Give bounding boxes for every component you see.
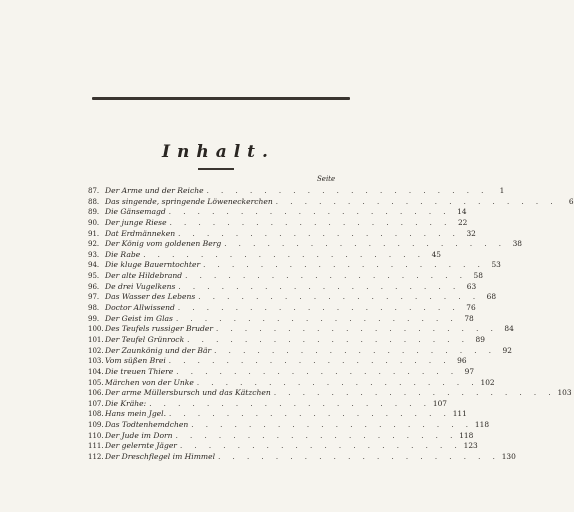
toc-entry bbox=[88, 260, 501, 271]
entry-page: 45 bbox=[431, 249, 441, 259]
page-column-label: Seite bbox=[317, 175, 336, 183]
entry-number: 98. bbox=[88, 304, 100, 313]
entry-page: 118 bbox=[474, 420, 490, 430]
entry-page: 96 bbox=[457, 356, 467, 366]
entry-page: 103 bbox=[557, 388, 572, 398]
dot-leader: . . . . . . . . . . . . . . . . . . . . bbox=[168, 357, 451, 366]
entry-title: Der Jude im Dorn bbox=[105, 430, 173, 440]
dot-leader: . . . . . . . . . . . . . . . . . . . . bbox=[185, 272, 467, 281]
entry-page: 1 bbox=[499, 186, 505, 195]
entry-number: 96. bbox=[88, 282, 100, 291]
dot-leader: . . . . . . . . . . . . . . . . . . . . bbox=[191, 421, 474, 430]
toc-entry bbox=[88, 249, 441, 261]
entry-page: 92 bbox=[502, 345, 512, 355]
toc-entry bbox=[88, 186, 505, 197]
entry-title: Der Teufel Grünrock bbox=[105, 334, 185, 344]
entry-title: Hans mein Jgel. bbox=[105, 409, 167, 419]
toc-entry bbox=[88, 303, 476, 314]
toc-entry bbox=[88, 217, 468, 229]
entry-number: 100. bbox=[88, 325, 104, 334]
entry-title: Vom süßen Brei bbox=[105, 356, 166, 366]
entry-page: 123 bbox=[463, 441, 478, 451]
toc-entry bbox=[88, 324, 514, 335]
entry-title: Der Geist im Glas bbox=[105, 313, 173, 323]
dot-leader: . . . . . . . . . . . . . . . . . . . . bbox=[168, 208, 451, 217]
entry-page: 22 bbox=[457, 217, 468, 227]
entry-title: Das Wasser des Lebens bbox=[105, 292, 196, 302]
toc-entry bbox=[88, 334, 485, 346]
toc-entry bbox=[88, 441, 478, 452]
entry-title: Das Todtenhemdchen bbox=[105, 420, 189, 430]
entry-page: 6 bbox=[568, 196, 574, 206]
dot-leader: . . . . . . . . . . . . . . . . . . . . bbox=[214, 346, 496, 355]
header-rule bbox=[92, 97, 350, 100]
entry-page: 32 bbox=[466, 228, 476, 238]
dot-leader: . . . . . . . . . . . . . . . . . . . . bbox=[177, 304, 460, 313]
entry-page: 76 bbox=[466, 303, 476, 313]
entry-number: 91. bbox=[88, 229, 100, 238]
entry-title: Die Gänsemagd bbox=[105, 207, 166, 217]
toc-entry bbox=[88, 292, 497, 303]
entry-number: 107. bbox=[88, 399, 104, 408]
entry-number: 108. bbox=[88, 410, 104, 419]
dot-leader: . . . . . . . . . . . . . . . . . . . . bbox=[216, 325, 498, 334]
entry-page: 130 bbox=[501, 452, 516, 462]
dot-leader: . . . . . . . . . . . . . . . . . . . . bbox=[178, 282, 461, 291]
dot-leader: . . . . . . . . . . . . . . . . . . . . bbox=[175, 314, 458, 323]
table-of-contents bbox=[88, 186, 574, 463]
entry-number: 94. bbox=[88, 261, 100, 270]
entry-page: 78 bbox=[464, 313, 474, 323]
toc-entry bbox=[88, 398, 447, 410]
toc-entry bbox=[88, 271, 483, 282]
entry-page: 97 bbox=[464, 366, 475, 376]
entry-page: 53 bbox=[491, 260, 501, 270]
entry-number: 90. bbox=[88, 218, 100, 227]
entry-title: Des Teufels russiger Bruder bbox=[105, 324, 214, 334]
dot-leader: . . . . . . . . . . . . . . . . . . . . bbox=[218, 453, 500, 462]
entry-page: 89 bbox=[475, 334, 485, 344]
toc-entry bbox=[88, 196, 574, 208]
dot-leader: . . . . . . . . . . . . . . . . . . . . bbox=[273, 389, 556, 398]
toc-entry bbox=[88, 366, 475, 378]
title-underline bbox=[198, 168, 234, 170]
entry-number: 101. bbox=[88, 335, 104, 344]
toc-entry bbox=[88, 388, 572, 399]
dot-leader: . . . . . . . . . . . . . . . . . . . . bbox=[198, 293, 481, 302]
toc-entry bbox=[88, 430, 474, 442]
entry-page: 107 bbox=[432, 398, 447, 408]
entry-number: 88. bbox=[88, 197, 100, 206]
entry-title: Die kluge Bauerntochter bbox=[105, 260, 201, 270]
dot-leader: . . . . . . . . . . . . . . . . . . . . bbox=[149, 399, 431, 408]
entry-title: Der junge Riese bbox=[105, 217, 167, 227]
entry-title: De drei Vugelkens bbox=[105, 281, 176, 291]
entry-number: 99. bbox=[88, 314, 100, 323]
toc-entry bbox=[88, 239, 522, 250]
entry-number: 110. bbox=[88, 431, 104, 440]
dot-leader: . . . . . . . . . . . . . . . . . . . . bbox=[206, 187, 489, 195]
entry-page: 14 bbox=[457, 207, 467, 217]
entry-title: Der Zaunkönig und der Bär bbox=[105, 345, 212, 355]
entry-page: 63 bbox=[466, 281, 477, 291]
entry-number: 93. bbox=[88, 250, 100, 259]
entry-page: 102 bbox=[480, 377, 495, 387]
toc-entry bbox=[88, 409, 467, 420]
entry-title: Die treuen Thiere bbox=[105, 366, 174, 376]
entry-title: Dat Erdmänneken bbox=[105, 228, 176, 238]
dot-leader: . . . . . . . . . . . . . . . . . . . . bbox=[187, 335, 469, 344]
entry-title: Der arme Müllersbursch und das Kätzchen bbox=[105, 388, 271, 398]
toc-entry bbox=[88, 313, 474, 325]
entry-title: Doctor Allwissend bbox=[105, 303, 175, 313]
dot-leader: . . . . . . . . . . . . . . . . . . . . bbox=[176, 367, 459, 376]
entry-number: 103. bbox=[88, 357, 104, 366]
toc-entry bbox=[88, 377, 495, 389]
page-title: Inhalt. bbox=[162, 142, 275, 162]
entry-title: Der Dreschflegel im Himmel bbox=[105, 452, 216, 462]
entry-title: Der König vom goldenen Berg bbox=[105, 239, 222, 249]
dot-leader: . . . . . . . . . . . . . . . . . . . . bbox=[275, 197, 558, 206]
dot-leader: . . . . . . . . . . . . . . . . . . . . bbox=[196, 378, 479, 387]
toc-entry bbox=[88, 356, 467, 367]
dot-leader: . . . . . . . . . . . . . . . . . . . . bbox=[169, 410, 451, 419]
entry-number: 109. bbox=[88, 421, 104, 430]
entry-number: 89. bbox=[88, 208, 100, 217]
entry-number: 102. bbox=[88, 346, 104, 355]
entry-page: 84 bbox=[504, 324, 514, 334]
entry-title: Die Rabe bbox=[105, 249, 141, 259]
dot-leader: . . . . . . . . . . . . . . . . . . . . bbox=[203, 261, 485, 270]
entry-page: 111 bbox=[452, 409, 467, 419]
entry-title: Märchen von der Unke bbox=[105, 377, 194, 387]
entry-number: 92. bbox=[88, 240, 100, 249]
entry-number: 97. bbox=[88, 293, 100, 302]
entry-title: Die Krähe: bbox=[105, 398, 147, 408]
toc-entry bbox=[88, 207, 467, 218]
dot-leader: . . . . . . . . . . . . . . . . . . . . bbox=[143, 250, 425, 259]
entry-page: 38 bbox=[512, 239, 522, 249]
entry-title: Der alte Hildebrand bbox=[105, 271, 183, 281]
toc-entry bbox=[88, 281, 477, 293]
entry-number: 95. bbox=[88, 272, 100, 281]
entry-number: 111. bbox=[88, 442, 104, 451]
toc-entry bbox=[88, 345, 512, 357]
entry-number: 105. bbox=[88, 378, 104, 387]
dot-leader: . . . . . . . . . . . . . . . . . . . . bbox=[224, 240, 506, 249]
entry-number: 112. bbox=[88, 453, 104, 462]
dot-leader: . . . . . . . . . . . . . . . . . . . . bbox=[175, 431, 458, 440]
entry-page: 68 bbox=[486, 292, 497, 302]
entry-title: Der gelernte Jäger bbox=[105, 441, 177, 451]
dot-leader: . . . . . . . . . . . . . . . . . . . . bbox=[169, 218, 452, 227]
entry-number: 104. bbox=[88, 367, 104, 376]
entry-number: 87. bbox=[88, 187, 100, 195]
toc-entry bbox=[88, 228, 476, 240]
entry-title: Der Arme und der Reiche bbox=[105, 186, 204, 195]
entry-page: 118 bbox=[459, 430, 474, 440]
dot-leader: . . . . . . . . . . . . . . . . . . . . bbox=[179, 442, 462, 451]
entry-title: Das singende, springende Löweneckerchen bbox=[105, 196, 273, 206]
entry-page: 58 bbox=[473, 271, 483, 281]
entry-number: 106. bbox=[88, 389, 104, 398]
toc-entry bbox=[88, 452, 516, 463]
toc-entry bbox=[88, 420, 490, 431]
dot-leader: . . . . . . . . . . . . . . . . . . . . bbox=[178, 229, 460, 238]
